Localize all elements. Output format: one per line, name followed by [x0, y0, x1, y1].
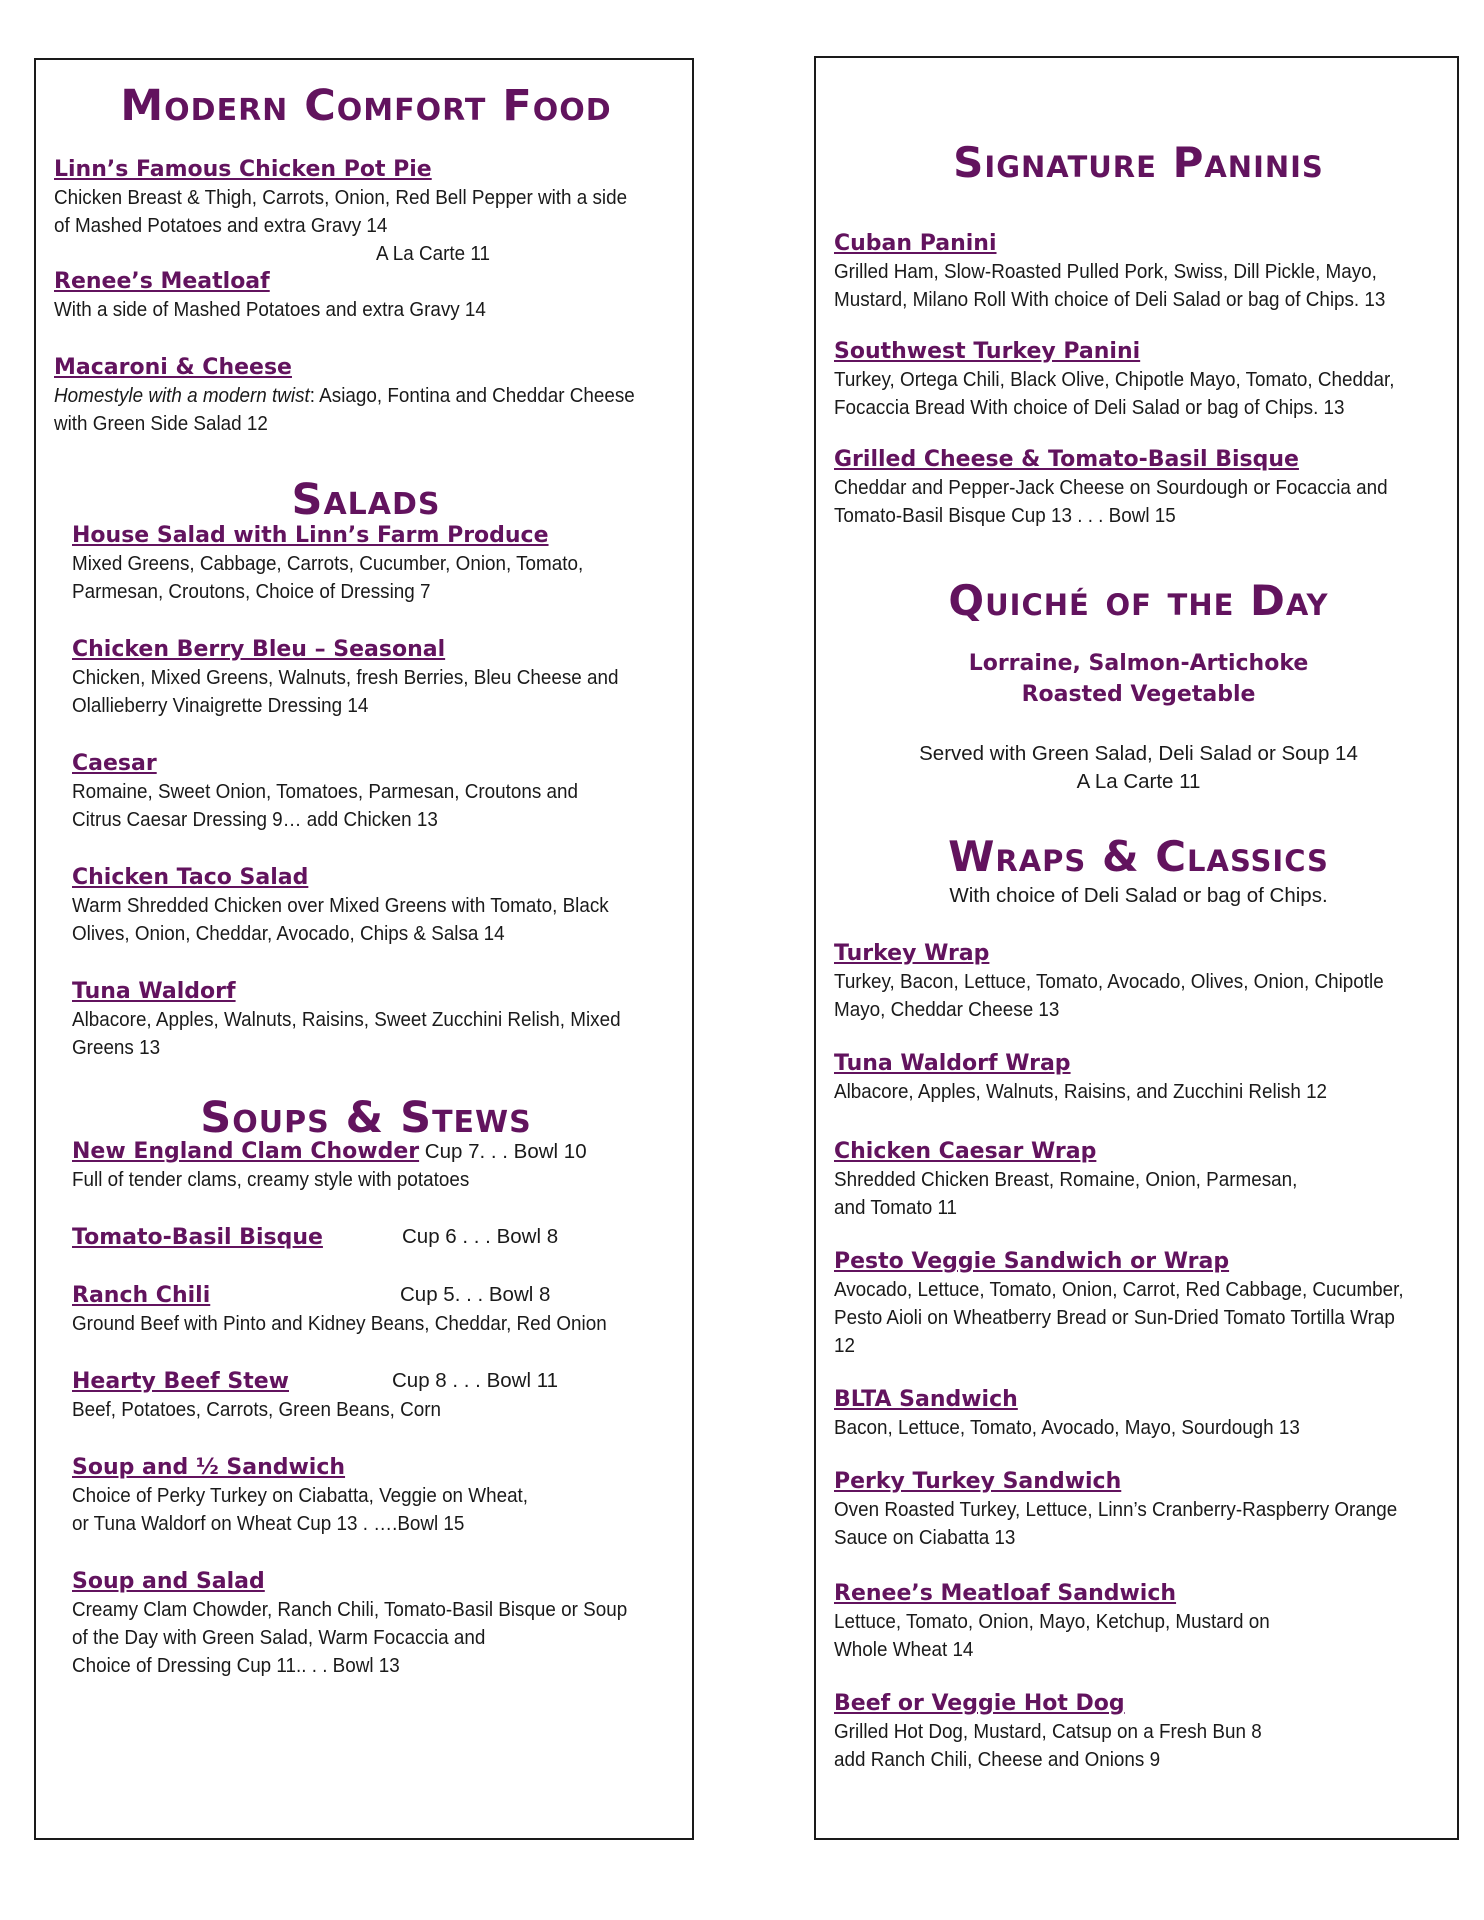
item-name: Pesto Veggie Sandwich or Wrap: [834, 1249, 1230, 1274]
item-name: Southwest Turkey Panini: [834, 339, 1141, 364]
item-name: Hearty Beef Stew: [72, 1369, 289, 1394]
item-description: Sauce on Ciabatta 13: [834, 1526, 1016, 1549]
menu-item: [72, 1568, 678, 1680]
item-description: Avocado, Lettuce, Tomato, Onion, Carrot, Red Cabbage, Cucumber,: [834, 1278, 1404, 1301]
menu-item: [72, 1368, 678, 1424]
item-description: Bacon, Lettuce, Tomato, Avocado, Mayo, Sourdough 13: [834, 1416, 1300, 1439]
item-price: Cup 6 . . . Bowl 8: [402, 1225, 559, 1248]
menu-item: [72, 1454, 678, 1538]
item-description: with Green Side Salad 12: [54, 412, 268, 435]
item-price: A La Carte 11: [376, 242, 490, 265]
item-name: Renee’s Meatloaf: [54, 269, 270, 294]
item-description: Pesto Aioli on Wheatberry Bread or Sun-Dried Tomato Tortilla Wrap: [834, 1306, 1395, 1329]
item-name: Chicken Berry Bleu – Seasonal: [72, 637, 446, 662]
item-description: 12: [834, 1334, 855, 1357]
right-menu-panel: [814, 56, 1459, 1840]
item-description: Romaine, Sweet Onion, Tomatoes, Parmesan, Croutons and: [72, 780, 578, 803]
section-title-salads: Salads: [291, 475, 441, 525]
item-name: Soup and ½ Sandwich: [72, 1455, 346, 1480]
quiche-varieties: [834, 648, 1443, 710]
menu-item: [834, 1138, 1443, 1222]
item-name: Beef or Veggie Hot Dog: [834, 1691, 1125, 1716]
wraps-subtitle: With choice of Deli Salad or bag of Chips.: [949, 884, 1328, 907]
item-description: Chicken Breast & Thigh, Carrots, Onion, Red Bell Pepper with a side: [54, 186, 628, 209]
menu-item: [834, 446, 1443, 530]
menu-item: [834, 1248, 1443, 1360]
quiche-variety: Roasted Vegetable: [1021, 682, 1256, 707]
item-description: Focaccia Bread With choice of Deli Salad or bag of Chips. 13: [834, 396, 1345, 419]
item-description: Chicken, Mixed Greens, Walnuts, fresh Berries, Bleu Cheese and: [72, 666, 619, 689]
item-price: Cup 5. . . Bowl 8: [400, 1283, 551, 1306]
item-description: of the Day with Green Salad, Warm Focaccia and: [72, 1626, 486, 1649]
item-description: or Tuna Waldorf on Wheat Cup 13 . ….Bowl 15: [72, 1512, 465, 1535]
section-title-quiche: Quiché of the Day: [948, 576, 1329, 625]
item-name: Turkey Wrap: [834, 941, 990, 966]
item-description: Mixed Greens, Cabbage, Carrots, Cucumber, Onion, Tomato,: [72, 552, 584, 575]
menu-item: [834, 940, 1443, 1024]
item-description: Turkey, Bacon, Lettuce, Tomato, Avocado, Olives, Onion, Chipotle: [834, 970, 1384, 993]
item-description: Tomato-Basil Bisque Cup 13 . . . Bowl 15: [834, 504, 1176, 527]
item-name: Tomato-Basil Bisque: [72, 1225, 323, 1250]
item-name: Renee’s Meatloaf Sandwich: [834, 1581, 1177, 1606]
quiche-details: [834, 740, 1443, 796]
item-description: Grilled Ham, Slow-Roasted Pulled Pork, Swiss, Dill Pickle, Mayo,: [834, 260, 1377, 283]
section-title-soups: Soups & Stews: [200, 1093, 532, 1143]
item-description: Mustard, Milano Roll With choice of Deli Salad or bag of Chips. 13: [834, 288, 1386, 311]
item-description: With a side of Mashed Potatoes and extra Gravy 14: [54, 298, 486, 321]
item-description: Creamy Clam Chowder, Ranch Chili, Tomato-Basil Bisque or Soup: [72, 1598, 628, 1621]
item-name: Perky Turkey Sandwich: [834, 1469, 1122, 1494]
menu-item: [54, 354, 678, 438]
item-description: Shredded Chicken Breast, Romaine, Onion, Parmesan,: [834, 1168, 1298, 1191]
menu-item: [834, 1050, 1443, 1106]
item-description: Choice of Dressing Cup 11.. . . Bowl 13: [72, 1654, 400, 1677]
item-description: Olallieberry Vinaigrette Dressing 14: [72, 694, 369, 717]
item-description: and Tomato 11: [834, 1196, 958, 1219]
menu-item: [834, 1690, 1443, 1774]
quiche-price: Served with Green Salad, Deli Salad or Soup 14: [919, 742, 1358, 765]
menu-item: [54, 156, 678, 268]
menu-item: [834, 338, 1443, 422]
item-description: Mayo, Cheddar Cheese 13: [834, 998, 1060, 1021]
menu-item: [72, 1224, 678, 1252]
item-description-rest: : Asiago, Fontina and Cheddar Cheese: [309, 384, 635, 407]
item-description: Oven Roasted Turkey, Lettuce, Linn’s Cranberry-Raspberry Orange: [834, 1498, 1398, 1521]
left-menu-panel: [34, 58, 694, 1840]
item-description: Lettuce, Tomato, Onion, Mayo, Ketchup, Mustard on: [834, 1610, 1270, 1633]
item-description: Whole Wheat 14: [834, 1638, 974, 1661]
section-title-paninis: Signature Paninis: [953, 138, 1324, 187]
menu-item: [834, 230, 1443, 314]
item-description: Grilled Hot Dog, Mustard, Catsup on a Fresh Bun 8: [834, 1720, 1262, 1743]
item-name: Linn’s Famous Chicken Pot Pie: [54, 157, 432, 182]
item-name: Macaroni & Cheese: [54, 355, 292, 380]
item-description: Choice of Perky Turkey on Ciabatta, Veggie on Wheat,: [72, 1484, 529, 1507]
menu-item: [72, 978, 678, 1062]
item-description: Citrus Caesar Dressing 9… add Chicken 13: [72, 808, 438, 831]
item-price: Cup 7. . . Bowl 10: [419, 1140, 587, 1163]
item-description: Parmesan, Croutons, Choice of Dressing 7: [72, 580, 431, 603]
item-name: New England Clam Chowder: [72, 1139, 420, 1164]
menu-item: [72, 750, 678, 834]
quiche-price: A La Carte 11: [1076, 770, 1201, 793]
item-name: House Salad with Linn’s Farm Produce: [72, 523, 549, 548]
item-description: Full of tender clams, creamy style with potatoes: [72, 1168, 470, 1191]
section-title-comfort-food: Modern Comfort Food: [120, 81, 612, 131]
item-name: Grilled Cheese & Tomato-Basil Bisque: [834, 447, 1299, 472]
menu-item: [72, 1282, 678, 1338]
item-description: Olives, Onion, Cheddar, Avocado, Chips & Salsa 14: [72, 922, 505, 945]
item-description: Warm Shredded Chicken over Mixed Greens with Tomato, Black: [72, 894, 609, 917]
item-description: Albacore, Apples, Walnuts, Raisins, and Zucchini Relish 12: [834, 1080, 1328, 1103]
item-description: [54, 382, 635, 410]
menu-item: [834, 1468, 1443, 1552]
item-name: Caesar: [72, 751, 157, 776]
item-name: Chicken Caesar Wrap: [834, 1139, 1097, 1164]
item-name: Tuna Waldorf: [72, 979, 236, 1004]
menu-item: [54, 268, 678, 324]
item-name: BLTA Sandwich: [834, 1387, 1018, 1412]
item-description: of Mashed Potatoes and extra Gravy 14: [54, 214, 388, 237]
item-description: Ground Beef with Pinto and Kidney Beans, Cheddar, Red Onion: [72, 1312, 607, 1335]
section-title-wraps: Wraps & Classics: [948, 832, 1329, 881]
italic-lead: Homestyle with a modern twist: [54, 384, 310, 407]
item-name: Soup and Salad: [72, 1569, 265, 1594]
menu-item: [72, 1138, 678, 1194]
menu-item: [72, 522, 678, 606]
menu-item: [834, 1386, 1443, 1442]
menu-item: [72, 864, 678, 948]
quiche-variety: Lorraine, Salmon-Artichoke: [968, 651, 1309, 676]
item-description: Cheddar and Pepper-Jack Cheese on Sourdough or Focaccia and: [834, 476, 1388, 499]
item-description: Beef, Potatoes, Carrots, Green Beans, Corn: [72, 1398, 442, 1421]
menu-item: [834, 1580, 1443, 1664]
item-name: Cuban Panini: [834, 231, 997, 256]
menu-item: [72, 636, 678, 720]
item-description: add Ranch Chili, Cheese and Onions 9: [834, 1748, 1161, 1771]
item-description: Greens 13: [72, 1036, 161, 1059]
item-description: Albacore, Apples, Walnuts, Raisins, Sweet Zucchini Relish, Mixed: [72, 1008, 621, 1031]
item-name: Tuna Waldorf Wrap: [834, 1051, 1071, 1076]
item-name: Chicken Taco Salad: [72, 865, 309, 890]
item-description: Turkey, Ortega Chili, Black Olive, Chipotle Mayo, Tomato, Cheddar,: [834, 368, 1395, 391]
item-price: Cup 8 . . . Bowl 11: [392, 1369, 558, 1392]
item-name: Ranch Chili: [72, 1283, 211, 1308]
